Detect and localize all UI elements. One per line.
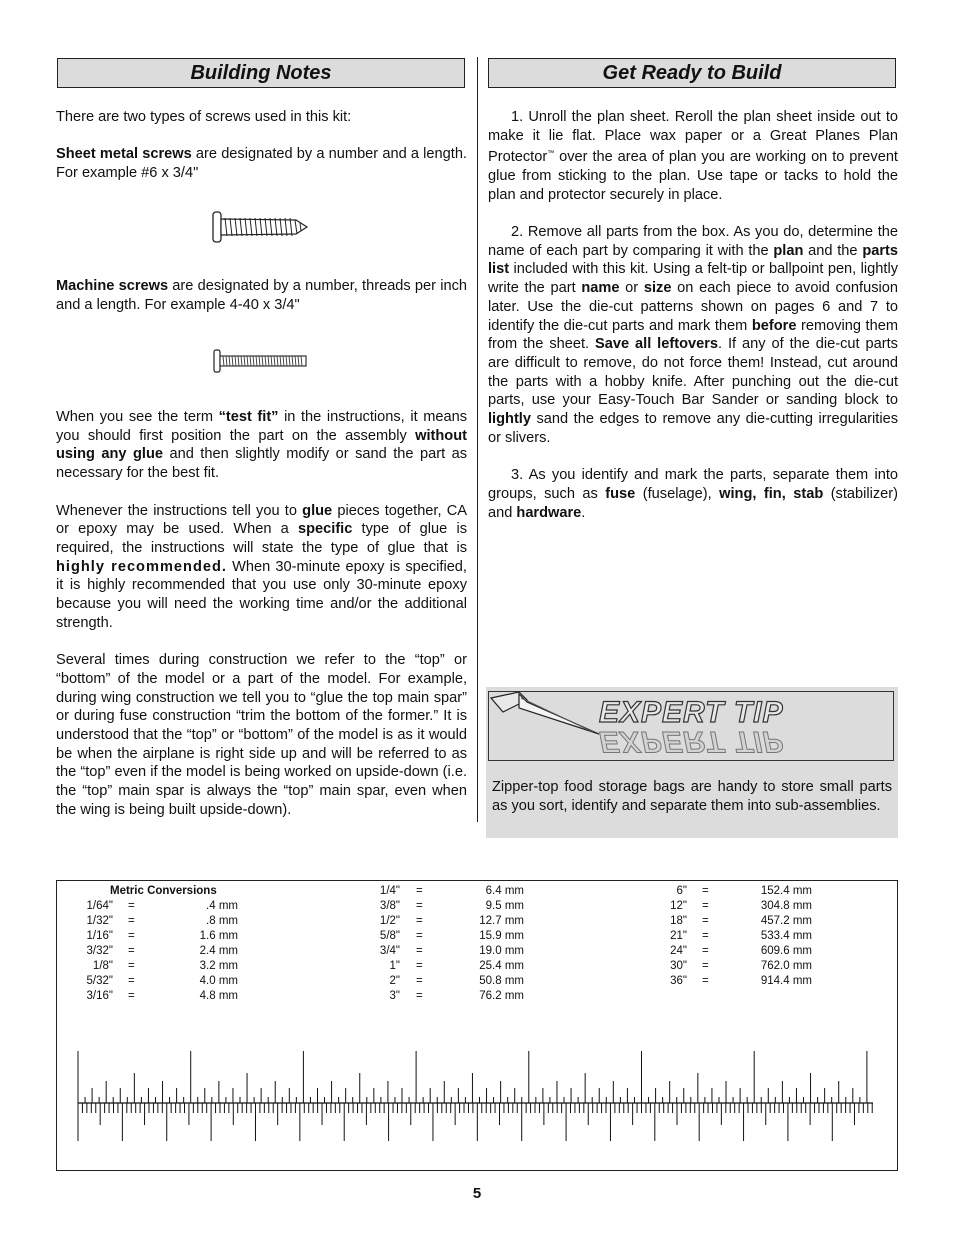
metric-inch-value: 18" [670, 915, 687, 927]
metric-inch-value: 5/32" [86, 975, 113, 987]
metric-mm-value: 533.4 mm [760, 930, 812, 942]
metric-inch-value: 3/16" [86, 990, 113, 1002]
metric-mm-value: 3.2 mm [199, 960, 238, 972]
metric-inch-value: 1/2" [379, 915, 400, 927]
metric-equals: = [416, 990, 423, 1002]
metric-inch-value: 3/32" [86, 945, 113, 957]
metric-inch-value: 3/8" [379, 900, 400, 912]
metric-equals: = [416, 975, 423, 987]
expert-tip-box [486, 687, 898, 838]
metric-equals: = [416, 915, 423, 927]
metric-mm-value: 762.0 mm [760, 960, 812, 972]
metric-inch-value: 1/64" [86, 900, 113, 912]
metric-equals: = [702, 930, 709, 942]
metric-equals: = [416, 945, 423, 957]
machine-screws-paragraph: Machine screws are designated by a number, threads per inch and a length. For example 4-40 x 3/4" [56, 278, 467, 313]
ruler [57, 1041, 897, 1151]
metric-mm-value: 15.9 mm [479, 930, 524, 942]
step-2: 2. Remove all parts from the box. As you do, determine the name of each part by comparing it with the plan and the parts list included with this kit. Using a felt-tip or ballpoint pen, lightly write the part name or size on each piece to avoid confusion later. Use the die-cut patterns shown on pages 6 and 7 to identify the die-cut parts and mark them before removing them from the sheet. Save all leftovers. If any of the die-cut parts are difficult to remove, do not force them! Instead, cut around the parts with a hobby knife. After punching out the die-cut parts, use your Easy-Touch Bar Sander or sanding block to lightly sand the edges to remove any die-cutting irregularities or slivers. [488, 224, 898, 446]
get-ready-column [488, 108, 898, 541]
metric-equals: = [128, 900, 135, 912]
metric-mm-value: 914.4 mm [760, 975, 812, 987]
metric-conversions-box [56, 880, 898, 1171]
metric-mm-value: 50.8 mm [479, 975, 524, 987]
metric-equals: = [128, 930, 135, 942]
metric-inch-value: 5/8" [379, 930, 400, 942]
metric-equals: = [416, 960, 423, 972]
metric-inch-value: 1/32" [86, 915, 113, 927]
metric-inch-value: 1/8" [92, 960, 113, 972]
metric-inch-value: 1" [389, 960, 400, 972]
metric-mm-value: 4.0 mm [199, 975, 238, 987]
machine-screw-illustration [211, 348, 309, 374]
metric-mm-value: 6.4 mm [485, 885, 524, 897]
metric-inch-value: 1/16" [86, 930, 113, 942]
step-3: 3. As you identify and mark the parts, separate them into groups, such as fuse (fuselage), wing, fin, stab (stabilizer) and hardware. [488, 467, 899, 521]
sheet-metal-paragraph: Sheet metal screws are designated by a number and a length. For example #6 x 3/4" [56, 146, 467, 182]
screws-intro: There are two types of screws used in this kit: [56, 109, 352, 125]
expert-tip-text: Zipper-top food storage bags are handy to store small parts as you sort, identify and separate them into sub-assemblies. [492, 779, 892, 814]
metric-inch-value: 36" [670, 975, 687, 987]
get-ready-header: Get Ready to Build [488, 58, 896, 88]
metric-inch-value: 30" [670, 960, 687, 972]
metric-mm-value: 457.2 mm [760, 915, 812, 927]
metric-mm-value: 76.2 mm [479, 990, 524, 1002]
metric-inch-value: 3/4" [379, 945, 400, 957]
metric-mm-value: 1.6 mm [199, 930, 238, 942]
metric-inch-value: 1/4" [379, 885, 400, 897]
metric-inch-value: 3" [389, 990, 400, 1002]
metric-equals: = [702, 945, 709, 957]
metric-equals: = [128, 915, 135, 927]
metric-mm-value: 25.4 mm [479, 960, 524, 972]
column-divider [477, 57, 478, 822]
metric-equals: = [128, 960, 135, 972]
metric-equals: = [702, 915, 709, 927]
metric-mm-value: 19.0 mm [479, 945, 524, 957]
metric-equals: = [702, 885, 709, 897]
expert-tip-reflection: EXPERT TIP [599, 725, 784, 758]
top-bottom-paragraph: Several times during construction we refer to the “top” or “bottom” of the model or a part of the model. For example, during wing construction we tell you to “glue the top main spar” or during fuse construction “trim the bottom of the former.” It is understood that the “top” or “bottom” of the model is as it would be when the airplane is right side up and will be referred to as the “top” even if the model is being worked on upside-down (i.e. the “top” main spar is always the “top” main spar, even when the wing is being built upside-down). [56, 652, 467, 818]
metric-equals: = [702, 960, 709, 972]
step-1: 1. Unroll the plan sheet. Reroll the plan sheet inside out to make it lie flat. Place wax paper or a Great Planes Plan Protector™ over the area of plan you are working on to prevent glue from sticking to the plan. Use tape or tacks to hold the plan and protector securely in place. [488, 109, 898, 203]
metric-equals: = [416, 885, 423, 897]
expert-tip-banner [488, 691, 894, 761]
metric-mm-value: 4.8 mm [199, 990, 238, 1002]
glue-paragraph: Whenever the instructions tell you to glue pieces together, CA or epoxy may be used. When a specific type of glue is required, the instructions will state the type of glue that is highly recommended. When 30-minute epoxy is specified, it is highly recommended that you use only 30-minute epoxy because you will need the working time and/or the additional strength. [56, 502, 468, 631]
metric-mm-value: 152.4 mm [760, 885, 812, 897]
metric-equals: = [702, 975, 709, 987]
metric-equals: = [416, 930, 423, 942]
metric-mm-value: 304.8 mm [760, 900, 812, 912]
metric-mm-value: 9.5 mm [485, 900, 524, 912]
metric-mm-value: 609.6 mm [760, 945, 812, 957]
hobby-knife-icon [489, 690, 609, 760]
metric-equals: = [128, 975, 135, 987]
metric-title: Metric Conversions [110, 885, 217, 897]
expert-tip-title: EXPERT TIP [599, 696, 784, 729]
building-notes-header: Building Notes [57, 58, 465, 88]
metric-inch-value: 12" [670, 900, 687, 912]
metric-inch-value: 21" [670, 930, 687, 942]
metric-equals: = [416, 900, 423, 912]
metric-mm-value: .4 mm [206, 900, 238, 912]
machine-screws-block [56, 277, 467, 333]
metric-equals: = [702, 900, 709, 912]
building-notes-column [56, 108, 467, 201]
metric-inch-value: 2" [389, 975, 400, 987]
metric-mm-value: .8 mm [206, 915, 238, 927]
metric-mm-value: 2.4 mm [199, 945, 238, 957]
building-notes-continued [56, 408, 467, 838]
sheet-metal-screw-illustration [210, 210, 310, 244]
metric-equals: = [128, 990, 135, 1002]
metric-mm-value: 12.7 mm [479, 915, 524, 927]
test-fit-paragraph: When you see the term “test fit” in the instructions, it means you should first position the part on the assembly without using any glue and then slightly modify or sand the part as necessary for the best fit. [56, 409, 468, 482]
metric-inch-value: 24" [670, 945, 687, 957]
metric-equals: = [128, 945, 135, 957]
page-number: 5 [472, 1185, 482, 1202]
metric-inch-value: 6" [676, 885, 687, 897]
